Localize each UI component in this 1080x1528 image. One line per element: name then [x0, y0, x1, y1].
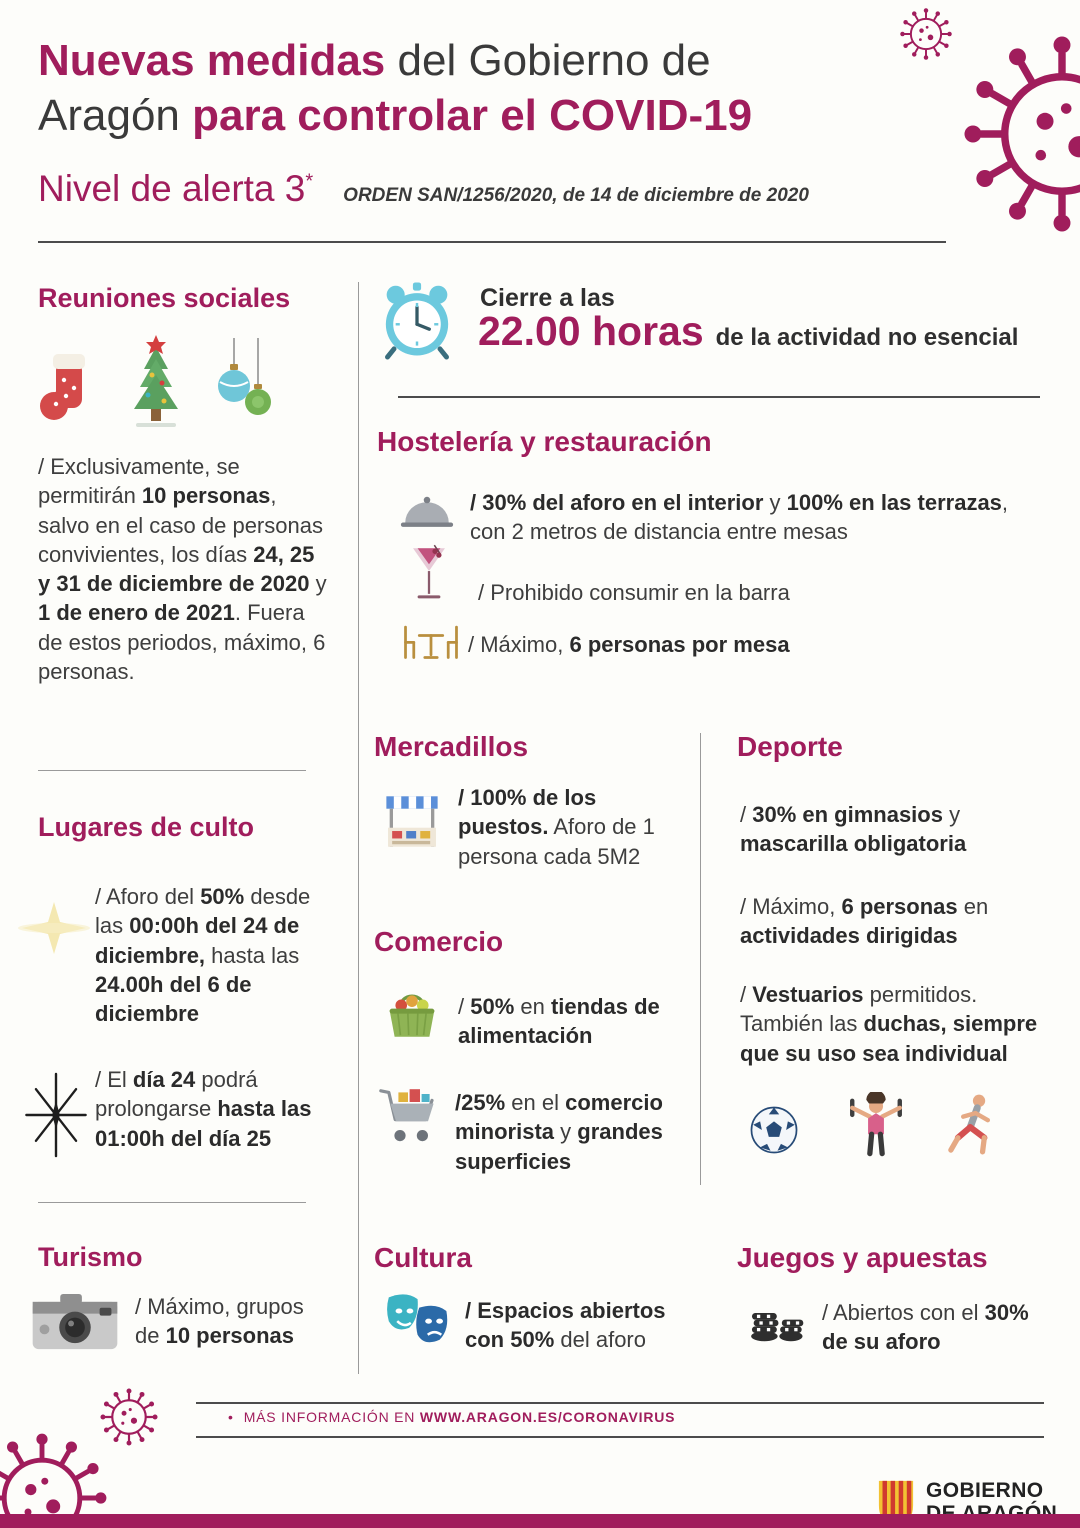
section-heading: Mercadillos: [374, 731, 529, 762]
closing-divider: [398, 396, 1040, 398]
virus-icon: [0, 1428, 112, 1528]
christmas-tree-icon: [116, 333, 196, 433]
footer-divider-top: [196, 1402, 1044, 1404]
closing-line: [478, 308, 1018, 355]
header-divider: [38, 241, 946, 243]
sparkle-star-icon: [22, 1072, 90, 1158]
reuniones-text: / Exclusivamente, se permitirán 10 personas, salvo en el caso de personas convivientes, los días 24, 25 y 31 de diciembre de 2020 y 1 de enero de 2021. Fuera de estos periodos, máximo, 6 personas.: [38, 454, 327, 684]
section-heading: Hostelería y restauración: [377, 426, 712, 457]
page-title: [38, 34, 752, 143]
sun-icon: [14, 898, 94, 958]
christmas-stocking-icon: [38, 348, 98, 433]
title-accent-2: para controlar el COVID-19: [192, 90, 753, 140]
runner-icon: [945, 1092, 999, 1158]
alarm-clock-icon: [376, 280, 458, 362]
section-heading: Reuniones sociales: [38, 283, 291, 313]
title-plain-2: Aragón: [38, 90, 193, 140]
weightlifter-icon: [845, 1092, 907, 1158]
alert-row: [38, 168, 809, 210]
deporte-text-3: / Vestuarios permitidos. También las duchas, siempre que su uso sea individual: [740, 982, 1038, 1066]
alert-level: [38, 168, 313, 210]
market-stall-icon: [383, 793, 441, 855]
deporte-text-1: / 30% en gimnasios y mascarilla obligatoria: [740, 802, 967, 857]
footer-info: [228, 1409, 675, 1425]
section-heading: Turismo: [38, 1242, 143, 1272]
section-heading: Juegos y apuestas: [737, 1242, 988, 1273]
juegos-text: / Abiertos con el 30% de su aforo: [822, 1300, 1029, 1355]
title-plain-1: del Gobierno de: [385, 36, 711, 85]
culto-text-1: / Aforo del 50% desde las 00:00h del 24 de diciembre, hasta las 24.00h del 6 de diciembre: [95, 884, 311, 1026]
section-heading: Deporte: [737, 731, 843, 762]
theater-masks-icon: [382, 1292, 454, 1352]
order-reference: ORDEN SAN/1256/2020, de 14 de diciembre de 2020: [343, 185, 809, 206]
footer-bullet: •: [228, 1409, 234, 1425]
section-heading: Lugares de culto: [38, 812, 255, 842]
section-heading: Comercio: [374, 926, 504, 957]
soccer-ball-icon: [748, 1104, 800, 1156]
hosteleria-text-1: / 30% del aforo en el interior y 100% en las terrazas, con 2 metros de distancia entre mesas: [470, 490, 1009, 545]
deporte-text-2: / Máximo, 6 personas en actividades dirigidas: [740, 894, 989, 949]
vertical-divider-main: [358, 282, 359, 1374]
cultura-text: / Espacios abiertos con 50% del aforo: [465, 1298, 666, 1353]
cloche-icon: [398, 492, 456, 532]
virus-icon: [898, 6, 954, 62]
logo-line-1: GOBIERNO: [926, 1479, 1044, 1502]
shopping-cart-icon: [376, 1083, 444, 1153]
poker-chips-icon: [747, 1297, 805, 1349]
closing-suffix: de la actividad no esencial: [715, 324, 1019, 351]
footer-info-url[interactable]: WWW.ARAGON.ES/CORONAVIRUS: [419, 1409, 676, 1425]
mercadillos-text: / 100% de los puestos. Aforo de 1 persona cada 5M2: [458, 785, 655, 869]
alert-level-text: Nivel de alerta 3: [38, 168, 306, 209]
left-divider-1: [38, 770, 306, 771]
alert-footnote-mark: *: [305, 170, 314, 193]
closing-time: 22.00 horas: [478, 308, 704, 354]
closing-prefix: Cierre a las: [480, 284, 615, 312]
table-chairs-icon: [400, 622, 462, 662]
ornaments-icon: [214, 338, 274, 433]
footer-divider-bottom: [196, 1436, 1044, 1438]
culto-text-2: / El día 24 podrá prolongarse hasta las 01:00h del día 25: [95, 1067, 312, 1151]
hosteleria-text-2: / Prohibido consumir en la barra: [478, 580, 790, 605]
hosteleria-text-3: / Máximo, 6 personas por mesa: [468, 632, 790, 657]
left-divider-2: [38, 1202, 306, 1203]
camera-icon: [30, 1290, 120, 1354]
virus-icon: [956, 28, 1080, 240]
comercio-text-2: /25% en el comercio minorista y grandes superficies: [455, 1090, 663, 1174]
grocery-basket-icon: [383, 986, 441, 1042]
section-heading: Cultura: [374, 1242, 472, 1273]
christmas-icons-row: [38, 333, 274, 433]
comercio-text-1: / 50% en tiendas de alimentación: [458, 994, 660, 1049]
bottom-accent-bar: [0, 1514, 1080, 1528]
footer-info-prefix: MÁS INFORMACIÓN EN: [243, 1409, 420, 1425]
title-accent-1: Nuevas medidas: [38, 36, 386, 85]
vertical-divider-columns: [700, 733, 701, 1185]
footer-info-text: [244, 1409, 676, 1425]
cocktail-icon: [410, 542, 448, 610]
turismo-text: / Máximo, grupos de 10 personas: [135, 1294, 304, 1349]
